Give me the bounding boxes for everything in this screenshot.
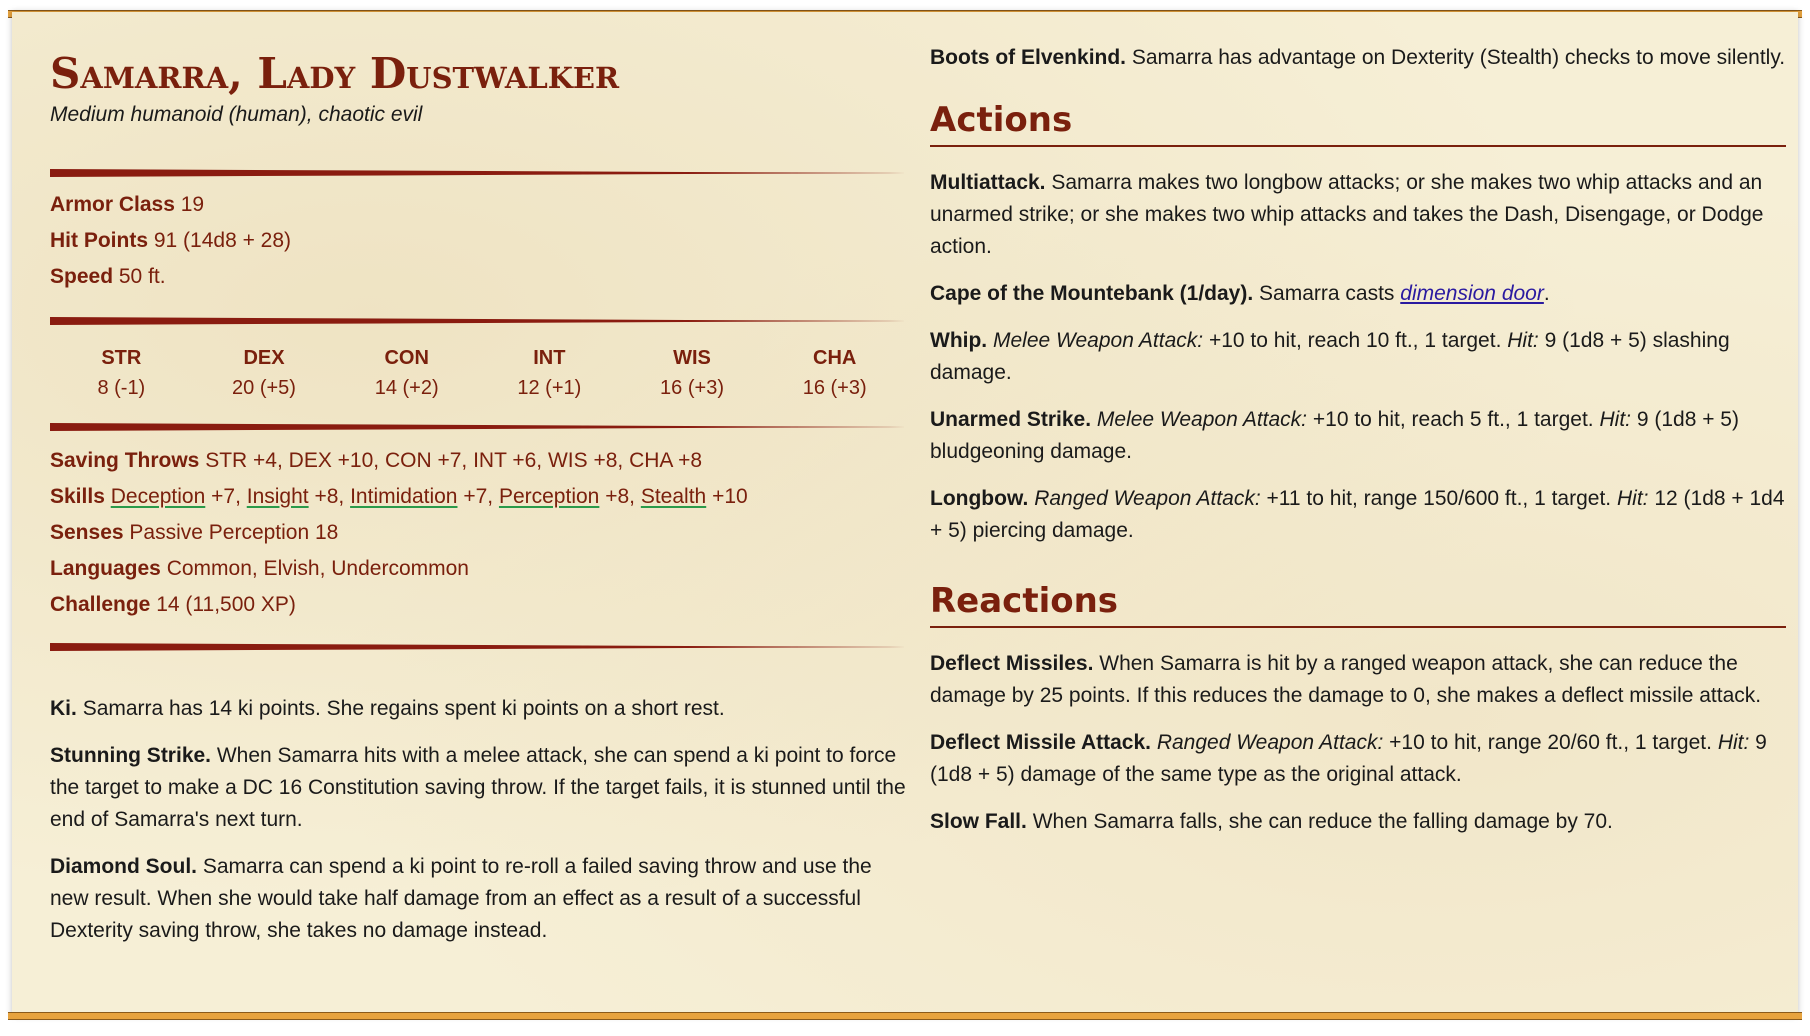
action-text: Samarra casts <box>1259 281 1395 305</box>
ability-key: INT <box>533 346 566 369</box>
skills <box>50 479 906 515</box>
ability-key: STR <box>101 346 142 369</box>
languages <box>50 551 906 587</box>
action-name: Unarmed Strike. <box>930 407 1092 431</box>
ability-int <box>478 343 621 403</box>
action-multiattack <box>930 167 1786 263</box>
attack-type: Melee Weapon Attack: <box>1096 407 1308 431</box>
ability-key: DEX <box>243 346 285 369</box>
hit-damage: 12 (1d8 + 1d4 + 5) piercing damage. <box>930 486 1785 542</box>
hit-damage: 9 (1d8 + 5) bludgeoning damage. <box>930 407 1739 463</box>
attack-desc: +11 to hit, range 150/600 ft., 1 target. <box>1266 486 1612 510</box>
action-longbow <box>930 483 1786 547</box>
trait-name: Stunning Strike. <box>50 743 212 767</box>
action-unarmed-strike <box>930 404 1786 468</box>
right-column <box>930 42 1786 853</box>
trait-diamond-soul <box>50 851 906 947</box>
trait-name: Diamond Soul. <box>50 854 197 878</box>
trait-stunning-strike <box>50 740 906 836</box>
languages-value: Common, Elvish, Undercommon <box>166 556 469 580</box>
spell-link-dimension-door[interactable]: dimension door <box>1400 281 1544 305</box>
challenge-value: 14 (11,500 XP) <box>156 592 296 616</box>
reaction-name: Deflect Missiles. <box>930 651 1094 675</box>
reaction-text: When Samarra is hit by a ranged weapon attack, she can reduce the damage by 25 points. If this reduces the damage to 0, she makes a deflect missile attack. <box>930 651 1762 707</box>
saving-throws-label: Saving Throws <box>50 448 200 472</box>
skills-label: Skills <box>50 484 105 508</box>
ability-dex <box>193 343 336 403</box>
ability-key: CHA <box>813 346 857 369</box>
hit-points <box>50 223 906 259</box>
skill-link-insight[interactable]: Insight <box>246 484 309 508</box>
left-column <box>50 42 906 962</box>
action-name: Cape of the Mountebank (1/day). <box>930 281 1254 305</box>
attack-type: Melee Weapon Attack: <box>993 328 1204 352</box>
trait-ki <box>50 693 906 725</box>
speed <box>50 259 906 295</box>
tapered-rule <box>50 641 906 653</box>
languages-label: Languages <box>50 556 161 580</box>
armor-class-label: Armor Class <box>50 192 175 216</box>
ability-key: WIS <box>673 346 711 369</box>
ability-cha <box>763 343 906 403</box>
tapered-rule <box>50 421 906 433</box>
action-text: Samarra makes two longbow attacks; or she makes two whip attacks and an unarmed strike; or she makes two whip attacks and takes the Dash, Disengage, or Dodge action. <box>930 170 1764 258</box>
attack-desc: +10 to hit, range 20/60 ft., 1 target. <box>1389 730 1712 754</box>
monster-subtitle: Medium humanoid (human), chaotic evil <box>50 102 423 126</box>
senses-label: Senses <box>50 520 124 544</box>
skill-bonus: +8, <box>314 484 345 508</box>
speed-label: Speed <box>50 264 114 288</box>
hit-label: Hit: <box>1717 730 1750 754</box>
trait-name: Boots of Elvenkind. <box>930 46 1127 69</box>
trait-boots-of-elvenkind <box>930 42 1786 74</box>
reaction-name: Deflect Missile Attack. <box>930 730 1151 754</box>
skill-link-deception[interactable]: Deception <box>110 484 206 508</box>
action-name: Longbow. <box>930 486 1029 510</box>
ability-score: 16 (+3) <box>802 376 867 399</box>
trait-name: Ki. <box>50 696 77 720</box>
ability-key: CON <box>384 346 429 369</box>
senses <box>50 515 906 551</box>
tapered-rule <box>50 315 906 327</box>
attack-type: Ranged Weapon Attack: <box>1034 486 1261 510</box>
ability-score: 16 (+3) <box>660 376 724 399</box>
action-whip <box>930 325 1786 389</box>
ability-con <box>335 343 478 403</box>
basic-properties <box>50 187 906 295</box>
hit-points-label: Hit Points <box>50 228 148 252</box>
skill-link-perception[interactable]: Perception <box>498 484 600 508</box>
action-name: Multiattack. <box>930 170 1046 194</box>
traits <box>50 693 906 947</box>
reaction-deflect-missiles <box>930 648 1786 712</box>
action-name: Whip. <box>930 328 988 352</box>
stat-block <box>12 12 1798 1016</box>
tapered-rule <box>50 167 906 179</box>
reaction-slow-fall <box>930 806 1786 838</box>
reaction-deflect-missile-attack <box>930 727 1786 791</box>
bottom-border-bar <box>8 1012 1802 1020</box>
trait-text: Samarra has 14 ki points. She regains spent ki points on a short rest. <box>82 696 725 720</box>
ability-str <box>50 343 193 403</box>
attack-type: Ranged Weapon Attack: <box>1156 730 1384 754</box>
hit-points-value: 91 (14d8 + 28) <box>153 228 292 252</box>
attack-desc: +10 to hit, reach 10 ft., 1 target. <box>1208 328 1502 352</box>
action-text-end: . <box>1543 281 1550 305</box>
trait-text: Samarra can spend a ki point to re-roll a failed saving throw and use the new result. When she would take half damage from an effect as a result of a successful Dexterity saving throw, she takes no damage instead. <box>50 854 872 942</box>
ability-score: 20 (+5) <box>232 376 296 399</box>
armor-class <box>50 187 906 223</box>
saving-throws-value: STR +4, DEX +10, CON +7, INT +6, WIS +8, CHA +8 <box>205 448 703 472</box>
ability-score: 8 (-1) <box>97 376 146 399</box>
speed-value: 50 ft. <box>118 264 166 288</box>
skill-link-intimidation[interactable]: Intimidation <box>350 484 458 508</box>
attack-desc: +10 to hit, reach 5 ft., 1 target. <box>1312 407 1594 431</box>
secondary-properties <box>50 443 906 623</box>
action-cape-of-the-mountebank <box>930 278 1786 310</box>
trait-text: When Samarra hits with a melee attack, she can spend a ki point to force the target to make a DC 16 Constitution saving throw. If the target fails, it is stunned until the end of Samarra's next turn. <box>50 743 906 831</box>
hit-damage: 9 (1d8 + 5) damage of the same type as the original attack. <box>930 730 1767 786</box>
trait-text: Samarra has advantage on Dexterity (Stealth) checks to move silently. <box>1131 46 1786 69</box>
ability-wis <box>621 343 764 403</box>
senses-value: Passive Perception 18 <box>129 520 339 544</box>
hit-label: Hit: <box>1507 328 1539 352</box>
ability-scores <box>50 343 906 403</box>
ability-score: 12 (+1) <box>517 376 582 399</box>
skill-bonus: +7, <box>211 484 241 508</box>
ability-score: 14 (+2) <box>374 376 439 399</box>
skill-link-stealth[interactable]: Stealth <box>640 484 707 508</box>
armor-class-value: 19 <box>180 192 205 216</box>
challenge-label: Challenge <box>50 592 151 616</box>
skill-bonus: +7, <box>463 484 494 508</box>
challenge <box>50 587 906 623</box>
hit-label: Hit: <box>1616 486 1649 510</box>
monster-name: Samarra, Lady Dustwalker <box>50 49 620 98</box>
reaction-text: When Samarra falls, she can reduce the falling damage by 70. <box>1032 809 1613 833</box>
reactions-heading: Reactions <box>930 581 1786 628</box>
hit-damage: 9 (1d8 + 5) slashing damage. <box>930 328 1730 384</box>
actions-heading: Actions <box>930 100 1786 147</box>
reaction-name: Slow Fall. <box>930 809 1027 833</box>
skill-bonus: +10 <box>712 484 748 508</box>
saving-throws <box>50 443 906 479</box>
hit-label: Hit: <box>1599 407 1631 431</box>
skill-bonus: +8, <box>605 484 635 508</box>
